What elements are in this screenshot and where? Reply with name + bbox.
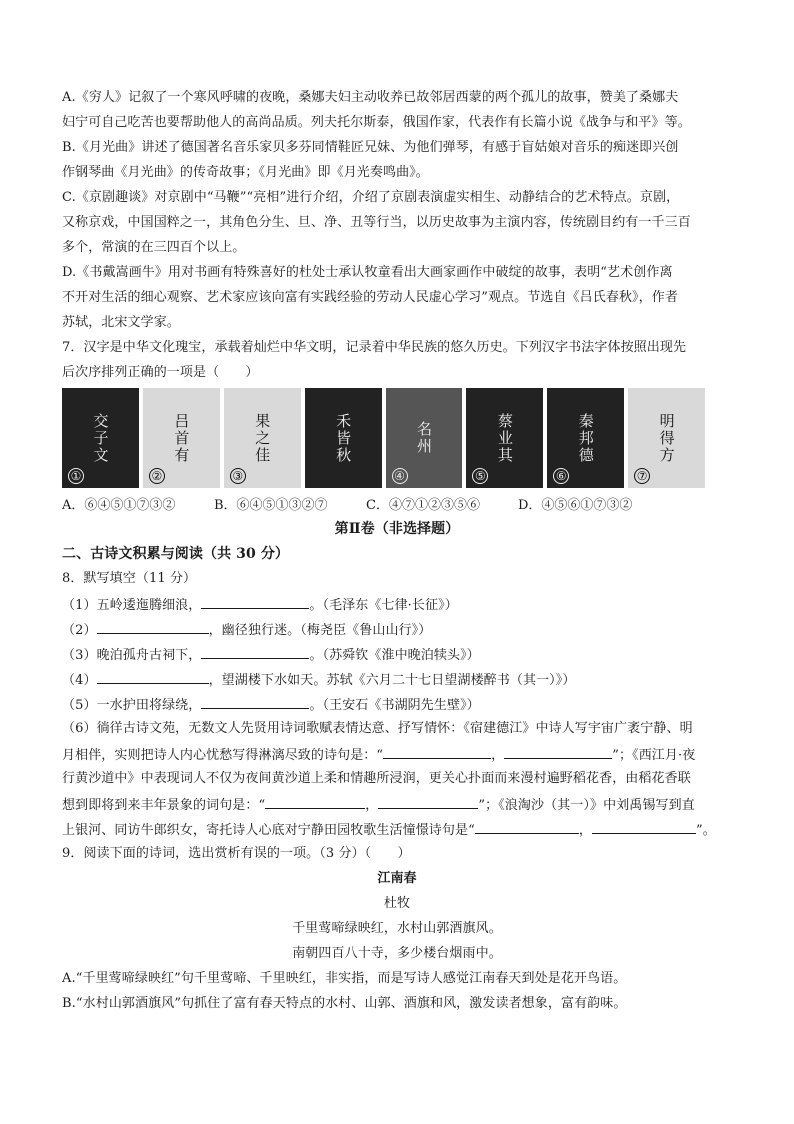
- poem-author: 杜牧: [383, 896, 411, 911]
- q8-item-6-line4: [62, 794, 752, 816]
- calligraphy-text: 吕首有: [172, 412, 191, 464]
- q8-item-1-prefix: （1）五岭逶迤腾细浪，: [62, 598, 202, 613]
- q8-item-6-comma: ，: [578, 823, 592, 838]
- section-title: 第Ⅱ卷（非选择题）: [334, 521, 460, 537]
- q8-item-6-text: ”。: [695, 823, 716, 838]
- q9-stem: 9．阅读下面的诗词，选出赏析有误的一项。（3 分）（ ）: [62, 846, 411, 861]
- calligraphy-image-2: [143, 388, 220, 488]
- q8-item-5: [62, 694, 752, 716]
- q8-item-6-line2: [62, 744, 752, 766]
- part2-title: 二、古诗文积累与阅读（共 30 分）: [62, 546, 290, 562]
- answer-blank[interactable]: [504, 744, 612, 759]
- calligraphy-number: ⑤: [472, 468, 488, 484]
- calligraphy-text: 禾皆秋: [334, 412, 353, 464]
- calligraphy-image-6: [466, 388, 543, 488]
- q8-item-3-suffix: 。（苏舜钦《淮中晚泊犊头》）: [309, 648, 480, 663]
- q8-item-4-prefix: （4）: [62, 673, 97, 688]
- calligraphy-number: ⑦: [634, 468, 650, 484]
- poem-title: 江南春: [377, 871, 417, 886]
- calligraphy-image-8: [628, 388, 705, 488]
- q8-item-6-text: 月相伴，实则把诗人内心忧愁写得淋漓尽致的诗句是：“: [62, 748, 384, 763]
- q8-item-6-comma: ，: [491, 748, 505, 763]
- q8-item-6-line5: [62, 819, 752, 841]
- q6-option-c-line2: 又称京戏，中国国粹之一，其角色分生、旦、净、丑等行当，以历史故事为主演内容，传统剧目约有一千三百: [62, 215, 691, 230]
- calligraphy-text: 果之佳: [253, 412, 272, 464]
- poem-line-1: 千里莺啼绿映红，水村山郭酒旗风。: [292, 921, 502, 936]
- calligraphy-image-5: [386, 388, 463, 488]
- calligraphy-image-1: [62, 388, 139, 488]
- q7-option-b: B．⑥④⑤①③②⑦: [214, 498, 328, 513]
- q8-item-4: [62, 669, 752, 691]
- calligraphy-number: ②: [149, 468, 165, 484]
- calligraphy-text: 明得方: [657, 412, 676, 464]
- q7-stem-line2: 后次序排列正确的一项是（ ）: [62, 365, 259, 380]
- answer-blank[interactable]: [475, 819, 579, 834]
- answer-blank[interactable]: [201, 644, 309, 659]
- q7-options: [62, 494, 752, 513]
- q6-option-c-line1: C.《京剧趣谈》对京剧中“马鞭”“亮相”进行介绍，介绍了京剧表演虚实相生、动静结合的艺术特点。京剧，: [62, 190, 680, 205]
- answer-blank[interactable]: [265, 794, 365, 809]
- poem-line-2: 南朝四百八十寺，多少楼台烟雨中。: [292, 946, 502, 961]
- q8-item-5-prefix: （5）一水护田将绿绕，: [62, 698, 202, 713]
- q6-option-a-line1: A.《穷人》记叙了一个寒风呼啸的夜晚，桑娜夫妇主动收养已故邻居西蒙的两个孤儿的故事，赞美了桑娜夫: [62, 90, 679, 105]
- q8-item-5-suffix: 。（王安石《书湖阴先生壁》）: [309, 698, 480, 713]
- q8-item-4-suffix: ，望湖楼下水如天。苏轼《六月二十七日望湖楼醉书（其一）》）: [208, 673, 576, 688]
- q8-item-6-line1: （6）徜徉古诗文苑，无数文人先贤用诗词歌赋表情达意、抒写情怀：《宿建德江》中诗人写宇宙广袤宁静、明: [62, 721, 693, 736]
- q7-option-d: D．④⑤⑥①⑦③②: [518, 498, 633, 513]
- q6-option-d-line1: D.《书戴嵩画牛》用对书画有特殊喜好的杜处士承认牧童看出大画家画作中破绽的故事，表明“艺术创作离: [62, 265, 673, 280]
- answer-blank[interactable]: [201, 594, 309, 609]
- q8-item-6-text: ”；《浪淘沙（其一）》中刘禹锡写到直: [478, 798, 695, 813]
- calligraphy-number: ③: [230, 468, 246, 484]
- q7-stem-line1: 7．汉字是中华文化瑰宝，承载着灿烂中华文明，记录着中华民族的悠久历史。下列汉字书法字体按照出现先: [62, 340, 687, 355]
- q6-option-b-line2: 作钢琴曲《月光曲》的传奇故事；《月光曲》即《月光奏鸣曲》。: [62, 165, 429, 180]
- q6-option-d-line3: 苏轼，北宋文学家。: [62, 315, 180, 330]
- q8-item-6-text: 想到即将到来丰年景象的词句是：“: [62, 798, 266, 813]
- answer-blank[interactable]: [97, 619, 209, 634]
- calligraphy-image-7: [547, 388, 624, 488]
- q8-item-2: [62, 619, 752, 641]
- q8-item-6-text: ”；《西江月·夜: [612, 748, 696, 763]
- q8-item-1: [62, 594, 752, 616]
- calligraphy-image-strip: [62, 388, 705, 488]
- answer-blank[interactable]: [201, 694, 309, 709]
- q6-option-a-line2: 妇宁可自己吃苦也要帮助他人的高尚品质。列夫托尔斯泰，俄国作家，代表作有长篇小说《战争与和平》等。: [62, 115, 691, 130]
- q8-item-3: [62, 644, 752, 666]
- q8-item-1-suffix: 。（毛泽东《七律·长征》）: [309, 598, 458, 613]
- answer-blank[interactable]: [97, 669, 209, 684]
- q6-option-b-line1: B.《月光曲》讲述了德国著名音乐家贝多芬同情鞋匠兄妹、为他们弹琴，有感于盲姑娘对音乐的痴迷即兴创: [62, 140, 679, 155]
- calligraphy-text: 秦邦德: [576, 412, 595, 464]
- calligraphy-image-3: [224, 388, 301, 488]
- q9-option-b: B.“水村山郭酒旗风”句抓住了富有春天特点的水村、山郭、酒旗和风，激发读者想象，富有韵味。: [62, 996, 627, 1011]
- q8-item-2-prefix: （2）: [62, 623, 97, 638]
- calligraphy-image-4: [305, 388, 382, 488]
- q7-option-a: A．⑥④⑤①⑦③②: [62, 498, 176, 513]
- calligraphy-number: ①: [68, 468, 84, 484]
- q8-item-2-suffix: ，幽径独行迷。（梅尧臣《鲁山山行》）: [208, 623, 432, 638]
- q8-item-6-text: 上银河、同访牛郎织女，寄托诗人心底对宁静田园牧歌生活憧憬诗句是“: [62, 823, 475, 838]
- calligraphy-number: ⑥: [553, 468, 569, 484]
- calligraphy-text: 交子文: [91, 412, 110, 464]
- calligraphy-number: ④: [392, 468, 408, 484]
- q9-option-a: A.“千里莺啼绿映红”句千里莺啼、千里映红，非实指，而是写诗人感觉江南春天到处是花开鸟语。: [62, 971, 627, 986]
- q8-title: 8．默写填空（11 分）: [62, 571, 197, 586]
- calligraphy-text: 蔡业其: [495, 412, 514, 464]
- q6-option-c-line3: 多个，常演的在三四百个以上。: [62, 240, 246, 255]
- q6-option-d-line2: 不开对生活的细心观察、艺术家应该向富有实践经验的劳动人民虚心学习”观点。节选自《吕氏春秋》，作者: [62, 290, 678, 305]
- q8-item-3-prefix: （3）晚泊孤舟古祠下，: [62, 648, 202, 663]
- q8-item-6-comma: ，: [365, 798, 379, 813]
- q7-option-c: C．④⑦①②③⑤⑥: [366, 498, 480, 513]
- answer-blank[interactable]: [592, 819, 696, 834]
- answer-blank[interactable]: [383, 744, 491, 759]
- answer-blank[interactable]: [378, 794, 478, 809]
- calligraphy-text: 名州: [414, 421, 433, 455]
- q8-item-6-line3: 行黄沙道中》中表现词人不仅为夜间黄沙道上柔和情趣所浸润，更关心扑面而来漫村遍野稻花香，由稻花香联: [62, 771, 691, 786]
